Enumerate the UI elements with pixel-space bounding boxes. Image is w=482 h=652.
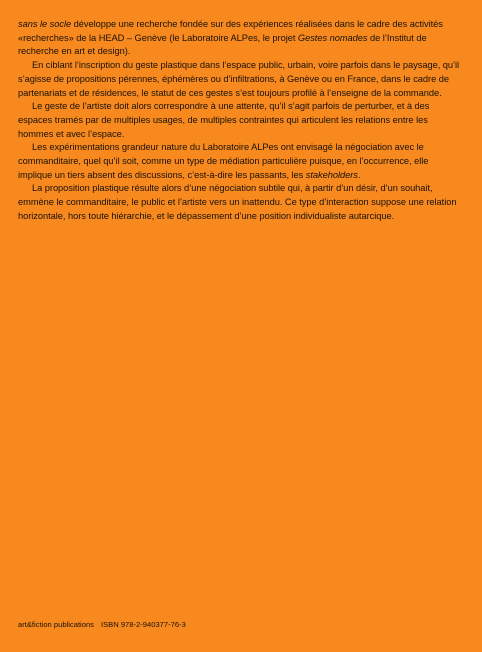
- paragraph-1-text-b: de l’Institut de recherche en art et design).: [18, 32, 427, 57]
- paragraph-4: [18, 141, 464, 182]
- paragraph-4-text-b: .: [357, 169, 361, 180]
- paragraph-3: Le geste de l’artiste doit alors correspondre à une attente, qu’il s’agit parfois de perturber, et à des espaces tramés par de multiples usages, de multiples contraintes qui articulent les relations entre les hommes et avec l’espace.: [18, 101, 430, 139]
- paragraph-4-text-a: Les expérimentations grandeur nature du Laboratoire ALPes ont envisagé la négociation avec le commanditaire, quel qu’il soit, comme un type de médiation particulière puisque, en l’occurrence, elle implique un tiers absent des discussions, c’est-à-dire les passants, les: [18, 142, 429, 180]
- paragraph-1-text-a: développe une recherche fondée sur des expériences réalisées dans le cadre des activités «recherches» de la HEAD – Genève (le Laboratoire ALPes, le projet: [18, 19, 443, 43]
- isbn-number: ISBN 978-2-940377-76-3: [100, 620, 186, 629]
- paragraph-5: La proposition plastique résulte alors d’une négociation subtile qui, à partir d’un désir, d’un souhait, emmène le commanditaire, le public et l’artiste vers un inattendu. Ce type d’interaction suppose une relation horizontale, hors toute hiérarchie, et le dépassement d’une position individualiste autarcique.: [18, 183, 457, 221]
- paragraph-1: [18, 18, 464, 59]
- colophon: [18, 620, 186, 630]
- book-title-italic: sans le socle: [18, 19, 72, 29]
- publisher-name: art&fiction publications: [18, 620, 94, 629]
- paragraph-2: En ciblant l’inscription du geste plastique dans l’espace public, urbain, voire parfois dans le paysage, qu’il s’agisse de propositions pérennes, éphémères ou d’infiltrations, à Genève ou en France, dans le cadre de partenariats et de résidences, le statut de ces gestes s’est toujours profilé à l’enseigne de la commande.: [18, 60, 460, 98]
- project-title-italic: Gestes nomades: [297, 32, 368, 43]
- back-cover-text: [18, 18, 464, 224]
- stakeholders-italic: stakeholders: [305, 169, 358, 180]
